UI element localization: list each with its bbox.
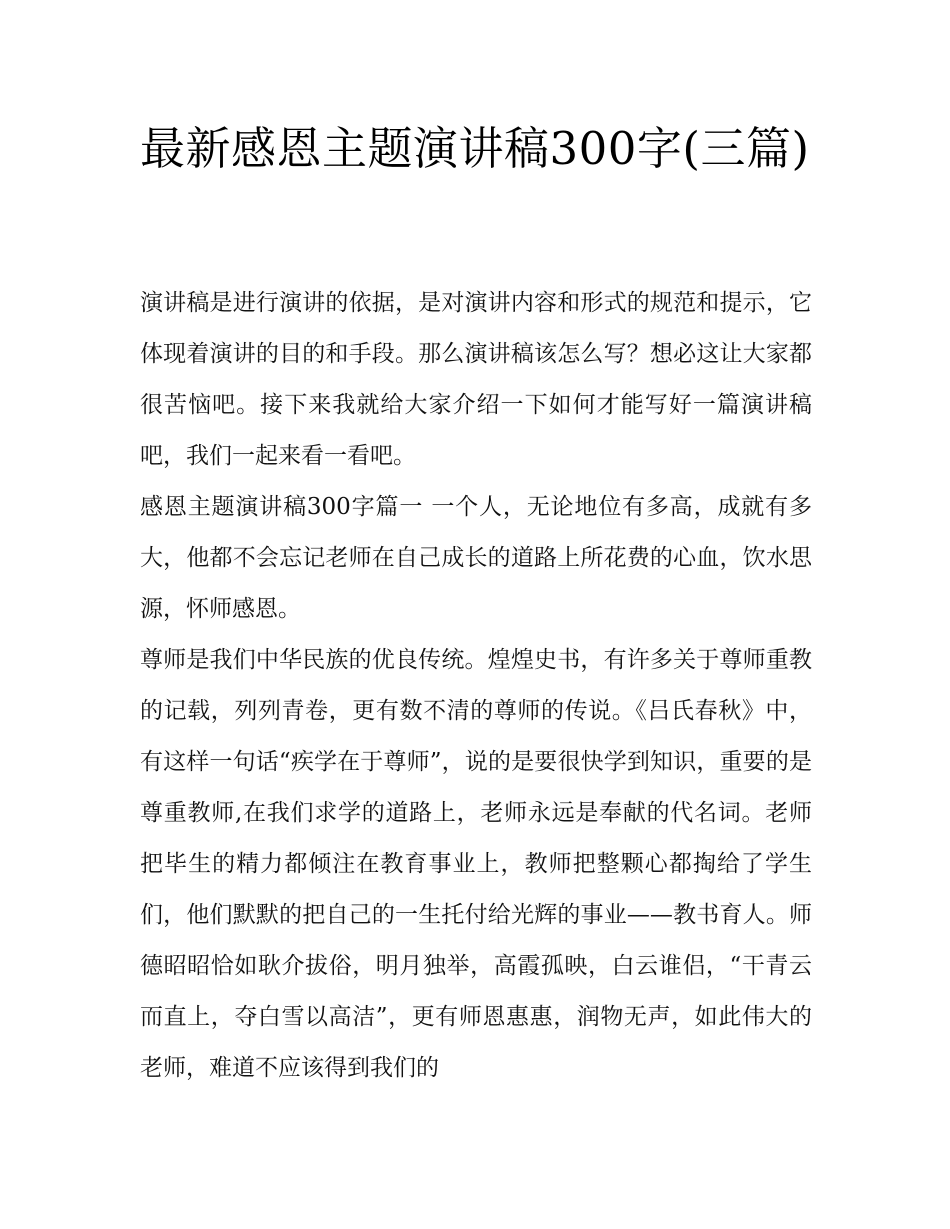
document-body bbox=[140, 278, 812, 1094]
respect-teachers-paragraph: 尊师是我们中华民族的优良传统。煌煌史书，有许多关于尊师重教的记载，列列青卷，更有数不清的尊师的传说。《吕氏春秋》中，有这样一句话“疾学在于尊师”，说的是要很快学到知识，重要的是尊重教师,在我们求学的道路上，老师永远是奉献的代名词。老师把毕生的精力都倾注在教育事业上，教师把整颗心都掏给了学生们，他们默默的把自己的一生托付给光辉的事业——教书育人。师德昭昭恰如耿介拔俗，明月独举，高霞孤映，白云谁侣，“干青云而直上，夺白雪以高洁”，更有师恩惠惠，润物无声，如此伟大的老师，难道不应该得到我们的 bbox=[140, 647, 812, 1081]
intro-paragraph: 演讲稿是进行演讲的依据，是对演讲内容和形式的规范和提示，它体现着演讲的目的和手段。那么演讲稿该怎么写？想必这让大家都很苦恼吧。接下来我就给大家介绍一下如何才能写好一篇演讲稿吧，我们一起来看一看吧。 bbox=[140, 290, 812, 469]
document-title: 最新感恩主题演讲稿300字(三篇) bbox=[140, 122, 810, 175]
section-one-paragraph: 感恩主题演讲稿300字篇一 一个人，无论地位有多高，成就有多大，他都不会忘记老师在自己成长的道路上所花费的心血，饮水思源，怀师感恩。 bbox=[140, 494, 812, 622]
